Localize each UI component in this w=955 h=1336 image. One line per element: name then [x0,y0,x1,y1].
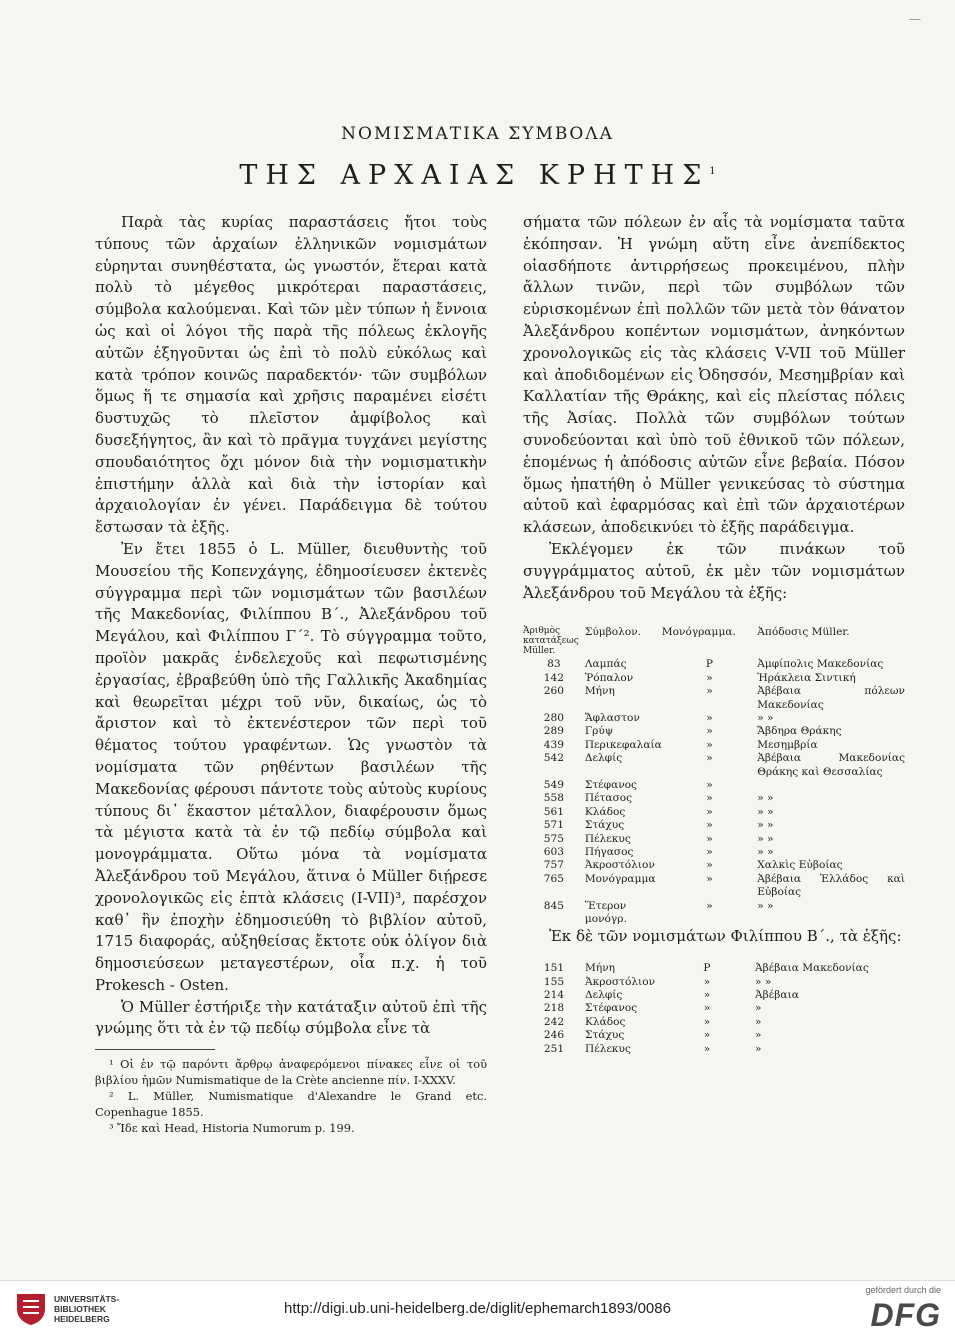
row-attribution: Ἀβέβαια Μακεδονίας Θράκης καὶ Θεσσαλίας [757,752,905,778]
footnotes [95,1056,487,1136]
row-monogram: » [706,671,713,684]
row-number: 260 [543,685,565,698]
row-monogram: » [703,975,711,988]
row-symbol: Περικεφαλαία [584,738,662,751]
row-symbol: Πέλεκυς [584,832,631,845]
row-number: 542 [543,752,565,765]
right-paragraph-3: Ἐκ δὲ τῶν νομισμάτων Φιλίππου Β΄., τὰ ἑξῆς: [549,927,902,946]
row-symbol: Δελφίς [584,752,623,765]
row-attribution: » [755,1015,762,1028]
table-row [523,792,905,805]
row-number: 575 [543,832,565,845]
row-symbol: Λαμπάς [584,658,627,671]
row-monogram: » [706,832,713,845]
row-symbol: Πέλεκυς [585,1042,631,1055]
table-row [523,1029,905,1042]
row-symbol: Κλάδος [584,805,626,818]
row-symbol: Μήνη [584,685,615,698]
row-number: 251 [543,1042,565,1055]
row-attribution: » » [757,899,774,912]
row-number: 218 [543,1002,565,1015]
row-attribution: Μεσημβρία [757,738,818,751]
philip-table-body [523,962,905,1056]
left-paragraph-2: Ἐν ἔτει 1855 ὁ L. Müller, διευθυντὴς τοῦ Μουσείου τῆς Κοπενχάγης, ἐδημοσίευσεν ἐκτενὲς σύγγραμμα περὶ τῶν νομισμάτων τῶν βασιλέων τῆς Μακεδονίας, Φιλίππου Β΄., Ἀλεξάνδρου τοῦ Μεγάλου, καὶ Φιλίππου Γ΄². Τὸ σύγγραμμα τοῦτο, προϊὸν μακρᾶς ἐνδελεχοῦς καὶ πεφωτισμένης ἐργασίας, ἐβραβεύθη ὑπὸ τῆς Γαλλικῆς Ἀκαδημίας καὶ θεωρεῖται μέχρι τοῦ νῦν, δικαίως, ὡς τὸ ἄριστον καὶ τὸ ἐκτενέστερον τῶν περὶ τοῦ θέματος τούτου γραφέντων. Ὡς γνωστὸν τὰ νομίσματα τῶν ρηθέντων βασιλέων τῆς Μακεδονίας φέρουσι πάντοτε τοὺς αὐτοὺς κυρίους τύπους δι᾽ ἕκαστον μέταλλον, διαφέρουσιν ὅμως τὰ μέγιστα κατὰ τὰ ἐν τῷ πεδίῳ σύμβολα καὶ μονογράμματα. Οὕτω μόνα τὰ νομίσματα Ἀλεξάνδρου τοῦ Μεγάλου, ἅτινα ὁ Müller διῄρεσε χρονολογικῶς εἰς ἑπτὰ κλάσεις (I-VII)³, παρέσχον καθ᾽ ἣν ἐποχὴν ἐδημοσιεύθη τὸ βιβλίον αὐτοῦ, 1715 διαφοράς, αὐξηθείσας ἔκτοτε οὐκ ὀλίγον διὰ δημοσιεύσεων μεταγεστέρων, οἷα π.χ. ἡ τοῦ Prokesch - Osten. [95,539,487,994]
table-row [523,900,905,927]
header-number: Ἀριθμὸς κατατάξεως Müller. [523,626,579,657]
row-monogram: » [706,685,713,698]
row-symbol: Ἕτερον μονόγρ. [584,899,627,926]
article-title-text: ΤΗΣ ΑΡΧΑΙΑΣ ΚΡΗΤΗΣ [239,160,710,191]
header-symbol: Σύμβολον. [584,626,642,639]
row-attribution: Ἀμφίπολις Μακεδονίας [757,658,884,671]
row-number: 571 [543,819,565,832]
table-row [523,725,905,738]
table-row [523,1043,905,1056]
row-attribution: Ἀβέβαια [755,989,799,1002]
table-row [523,685,905,712]
row-symbol: Γρύψ [584,725,614,738]
row-attribution: » » [757,792,774,805]
row-number: 765 [543,872,565,885]
row-monogram: » [706,859,713,872]
row-attribution: » [755,1029,762,1042]
row-symbol: Κλάδος [585,1015,626,1028]
footnote-rule [95,1049,215,1050]
row-symbol: Μήνη [585,962,615,975]
row-attribution: » » [757,819,774,832]
row-number: 558 [543,792,565,805]
row-attribution: » » [755,975,772,988]
row-monogram: » [703,1015,711,1028]
library-name: UNIVERSITÄTS-BIBLIOTHEK HEIDELBERG [54,1294,120,1324]
right-paragraph-2: Ἐκλέγομεν ἐκ τῶν πινάκων τοῦ συγγράμματος αὐτοῦ, ἐκ μὲν τῶν νομισμάτων Ἀλεξάνδρου τοῦ Μεγάλου τὰ ἑξῆς: [523,539,905,602]
row-monogram: » [706,805,713,818]
row-symbol: Πέτασος [584,792,633,805]
row-monogram: » [706,779,713,791]
row-number: 280 [543,711,565,724]
row-attribution: Ἄβδηρα Θράκης [757,725,842,738]
row-attribution: Ἡράκλεια Σιντική [757,671,856,684]
row-symbol: Ἄφλαστον [584,711,640,724]
row-symbol: Στέφανος [585,1002,638,1015]
row-number: 155 [543,975,565,988]
row-attribution: » » [757,805,774,818]
row-number: 561 [543,805,565,818]
row-number: 83 [547,658,561,671]
right-column [523,212,905,1056]
table-row [523,989,905,1002]
row-symbol: Ῥόπαλον [584,671,634,684]
table-row [523,846,905,859]
table-header-row [523,626,905,658]
philip-coins-table [523,962,905,1056]
row-attribution: » » [757,711,774,724]
row-attribution: Ἀβέβαια πόλεων Μακεδονίας [757,685,905,711]
row-monogram: » [706,738,713,751]
table-row [523,859,905,872]
title-footnote-mark: 1 [709,166,716,177]
row-symbol: Στάχυς [584,819,625,832]
row-attribution: Ἀβέβαια Μακεδονίας [755,962,869,975]
row-number: 242 [543,1015,565,1028]
row-monogram: Ρ [703,962,711,975]
row-monogram: » [703,1002,711,1015]
table-row [523,739,905,752]
row-attribution: » [755,1002,762,1015]
row-monogram: » [706,792,713,805]
row-symbol: Ἀκροστόλιον [585,975,656,988]
page-number: — [909,12,921,26]
header-attribution: Ἀπόδοσις Müller. [757,626,850,639]
table-row [523,672,905,685]
table-row [523,962,905,975]
row-monogram: » [706,725,713,738]
row-monogram: » [706,711,713,724]
table-row [523,806,905,819]
funding-note: gefördert durch die [865,1285,941,1295]
row-number: 289 [543,725,565,738]
row-attribution: Χαλκὶς Εὐβοίας [757,859,843,872]
left-paragraph-3: Ὁ Müller ἐστήριξε τὴν κατάταξιν αὐτοῦ ἐπὶ τῆς γνώμης ὅτι τὰ ἐν τῷ πεδίῳ σύμβολα εἶνε τὰ [95,997,487,1038]
row-monogram: » [703,989,711,1002]
row-attribution: » » [757,832,774,845]
table-row [523,712,905,725]
row-attribution [757,779,905,792]
right-paragraph-1: σήματα τῶν πόλεων ἐν αἷς τὰ νομίσματα ταῦτα ἐκόπησαν. Ἡ γνώμη αὕτη εἶνε ἀνεπίδεκτος οἱασδήποτε ἀντιρρήσεως προκειμένου, πλὴν ἄλλων τινῶν, περὶ τῶν συμβόλων τῶν εὑρισκομένων ἐπὶ πολλῶν τῶν μετὰ τὸν θάνατον Ἀλεξάνδρου κοπέντων νομισμάτων, ἀνηκόντων χρονολογικῶς εἰς τὰς κλάσεις V-VII τοῦ Müller καὶ ἀποδιδομένων εἰς Ὀδησσόν, Μεσημβρίαν καὶ Καλλατίαν τῆς Θράκης, καὶ εἰς πλείστας πόλεις τῆς Ἀσίας. Πολλὰ τῶν συμβόλων τούτων συνοδεύονται καὶ ὑπὸ τοῦ ἐθνικοῦ τῶν πόλεων, ἑπομένως ἡ ἀπόδοσις αὐτῶν εἶνε βεβαία. Πόσον ὅμως ἠπατήθη ὁ Müller γενικεύσας τὸ σύστημα αὐτοῦ καὶ ἐφαρμόσας καὶ ἐπὶ τῶν ἀρχαιοτέρων κλάσεων, ἀποδεικνύει τὸ ἑξῆς παράδειγμα. [523,213,905,537]
footnote-1: ¹ Οἱ ἐν τῷ παρόντι ἄρθρῳ ἀναφερόμενοι πίνακες εἶνε οἱ τοῦ βιβλίου ἡμῶν Numismatique de la Crète ancienne πίν. I-XXXV. [95,1057,487,1088]
row-number: 845 [543,899,565,912]
alexander-table-body [523,658,905,926]
table-row [523,658,905,671]
row-number: 214 [543,989,565,1002]
row-monogram: Ρ [705,658,714,671]
permalink-url[interactable]: http://digi.ub.uni-heidelberg.de/diglit/ephemarch1893/0086 [284,1300,671,1317]
row-monogram: » [706,899,713,912]
row-monogram: » [703,1042,711,1055]
row-monogram: » [706,819,713,832]
row-number: 757 [543,859,565,872]
row-symbol: Πήγασος [584,846,634,859]
footnote-2: ² L. Müller, Numismatique d'Alexandre le Grand etc. Copenhague 1855. [95,1089,487,1120]
row-symbol: Ἀκροστόλιον [584,859,655,872]
table-row [523,976,905,989]
row-symbol: Μονόγραμμα [584,872,656,885]
table-row [523,833,905,846]
row-number: 439 [543,738,565,751]
row-number: 151 [543,962,565,975]
row-attribution: » [755,1042,762,1055]
row-symbol: Στέφανος [584,779,637,791]
row-monogram: » [706,752,713,765]
row-symbol: Στάχυς [585,1029,625,1042]
row-number: 549 [543,779,565,791]
table-row [523,873,905,900]
left-paragraph-1: Παρὰ τὰς κυρίας παραστάσεις ἤτοι τοὺς τύπους τῶν ἀρχαίων ἑλληνικῶν νομισμάτων εὑρηνται συνηθέστατα, ὡς γνωστόν, ἕτεραι κατὰ πολὺ τὸ μέγεθος μικρότεραι παραστάσεις, σύμβολα καλούμεναι. Καὶ τῶν μὲν τύπων ἡ ἔννοια ὡς καὶ οἱ λόγοι τῆς παρὰ τῆς πόλεως ἐκλογῆς αὐτῶν ἐξηγοῦνται ὡς ἐπὶ τὸ πολὺ εὐκόλως καὶ κατὰ τρόπον κοινῶς παραδεκτόν· τῶν συμβόλων ὅμως ἥ τε σημασία καὶ χρῆσις παραμένει εἰσέτι δυστυχῶς τὸ πλεῖστον ἀμφίβολος καὶ δυσεξήγητος, ἂν καὶ τὸ πρᾶγμα τυγχάνει μεγίστης σπουδαιότητος ὄχι μόνον διὰ τὴν νομισματικὴν ἐπιστήμην ἀλλὰ καὶ διὰ τὴν ἱστορίαν καὶ ἀρχαιολογίαν ἐν γένει. Παράδειγμα δὲ τούτου ἔστωσαν τὰ ἑξῆς. [95,213,487,537]
row-monogram: » [706,872,713,885]
left-column [95,212,487,1136]
row-attribution: » » [757,846,774,859]
table-row [523,752,905,779]
row-number: 603 [543,846,565,859]
row-symbol: Δελφίς [585,989,623,1002]
table-row [523,1016,905,1029]
row-number: 246 [543,1029,565,1042]
header-monogram: Μονόγραμμα. [661,626,736,639]
dfg-logo[interactable]: DFG [870,1297,941,1333]
table-row [523,1002,905,1015]
table-row [523,819,905,832]
row-monogram: » [703,1029,711,1042]
row-attribution: Ἀβέβαια Ἑλλάδος καὶ Εὐβοίας [757,872,905,899]
footnote-3: ³ Ἴδε καὶ Head, Historia Numorum p. 199. [109,1121,355,1136]
row-monogram: » [706,846,713,859]
alexander-coins-table [523,626,905,926]
article-title [0,160,955,191]
article-kicker: ΝΟΜΙΣΜΑΤΙΚΑ ΣΥΜΒΟΛΑ [341,124,614,144]
row-number: 142 [543,671,565,684]
table-row [523,779,905,792]
